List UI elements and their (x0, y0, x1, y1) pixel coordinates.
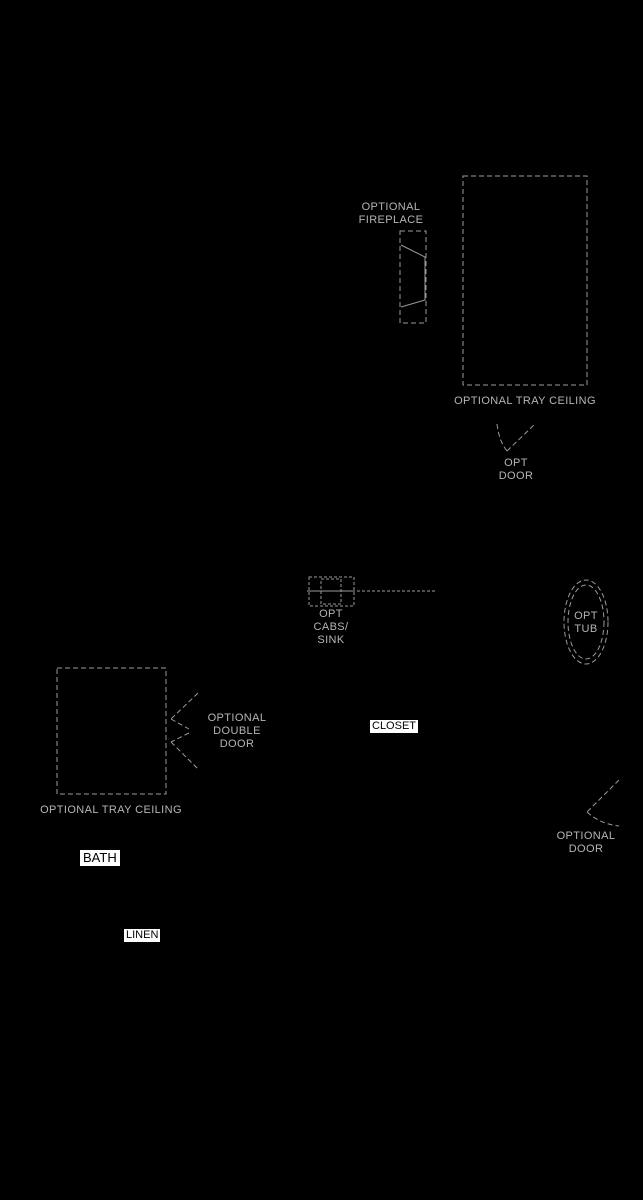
opt-tub-line-2: TUB (574, 623, 598, 635)
fireplace-note-line-2: FIREPLACE (358, 214, 424, 226)
tray-ceiling-lower-note (35, 804, 187, 817)
opt-cabs-sink-line-1: OPT (319, 608, 343, 620)
tray-ceiling-upper-outline (463, 176, 587, 385)
closet-room-label: CLOSET (372, 720, 417, 732)
opt-tub-note (566, 610, 606, 636)
opt-door-upper-line-1: OPT (504, 457, 528, 469)
double-door-line-3: DOOR (219, 738, 255, 750)
opt-cabs-sink-line-2: CABS/ (313, 621, 349, 633)
tray-ceiling-upper-note (449, 395, 601, 408)
optional-door-lower-line-1: OPTIONAL (556, 830, 616, 842)
double-door-line-2: DOUBLE (213, 725, 261, 737)
opt-cabs-sink-note (306, 608, 356, 647)
opt-cabs-sink-line-3: SINK (317, 634, 345, 646)
fireplace-outline (400, 231, 426, 323)
double-door-line-1: OPTIONAL (207, 712, 267, 724)
fireplace-note (355, 201, 427, 227)
double-door-note (201, 712, 273, 751)
optional-door-lower-swing (587, 780, 619, 826)
bath-room-label: BATH (80, 850, 120, 866)
opt-door-upper-line-2: DOOR (498, 470, 534, 482)
linen-room-label: LINEN (126, 929, 159, 941)
fireplace-note-line-1: OPTIONAL (361, 201, 421, 213)
opt-door-upper-note (491, 457, 541, 483)
tray-ceiling-lower-note-text: OPTIONAL TRAY CEILING (40, 804, 182, 816)
optional-door-lower-line-2: DOOR (568, 843, 604, 855)
opt-tub-line-1: OPT (574, 610, 598, 622)
optional-door-lower-note (551, 830, 621, 856)
tray-ceiling-lower-outline (57, 668, 166, 794)
opt-cabs-sink-outline (307, 577, 437, 606)
double-door-swing (171, 693, 198, 769)
opt-door-upper-swing (497, 424, 535, 451)
tray-ceiling-upper-note-text: OPTIONAL TRAY CEILING (454, 395, 596, 407)
